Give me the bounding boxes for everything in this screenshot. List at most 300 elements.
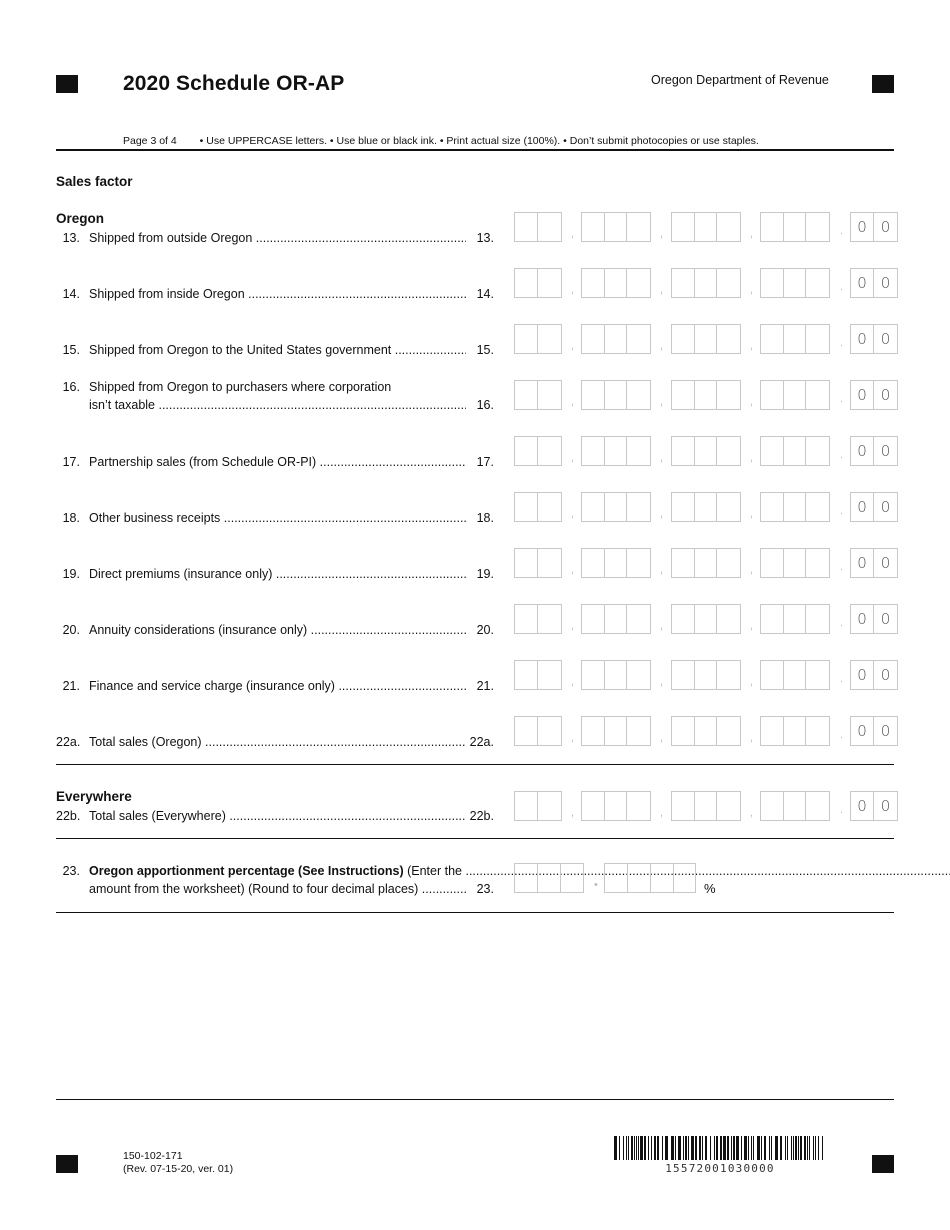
line-22a-amount-field[interactable] [514, 716, 898, 746]
digit-box[interactable] [627, 437, 650, 465]
digit-box[interactable] [695, 437, 718, 465]
form-number-block [123, 1150, 233, 1176]
digit-group[interactable] [671, 324, 741, 354]
comma-separator: , [571, 452, 575, 464]
cents-group[interactable] [850, 492, 898, 522]
digit-box[interactable] [538, 717, 561, 745]
digit-box[interactable] [806, 381, 829, 409]
cents-digit[interactable]: 0 [851, 437, 874, 465]
digit-box[interactable] [717, 437, 740, 465]
digit-group[interactable] [581, 324, 651, 354]
digit-group[interactable] [581, 791, 651, 821]
digit-box[interactable] [651, 864, 674, 892]
line-17-amount-field[interactable] [514, 436, 898, 466]
digit-box[interactable] [784, 381, 807, 409]
line-21-amount-field[interactable] [514, 660, 898, 690]
line-ref: 19. [476, 567, 494, 581]
digit-box[interactable] [761, 269, 784, 297]
line-23-bold-text: Oregon apportionment percentage (See Instructions) [89, 864, 404, 878]
decimal-separator: . [840, 449, 844, 461]
digit-group[interactable] [760, 436, 830, 466]
digit-box[interactable] [695, 325, 718, 353]
digit-box[interactable] [717, 605, 740, 633]
digit-box[interactable] [761, 717, 784, 745]
cents-digit[interactable]: 0 [851, 325, 874, 353]
digit-box[interactable] [761, 437, 784, 465]
digit-group[interactable] [514, 791, 562, 821]
digit-box[interactable] [538, 269, 561, 297]
barcode-bar [791, 1136, 792, 1160]
digit-box[interactable] [515, 213, 538, 241]
line-ref: 22b. [469, 809, 494, 823]
digit-group[interactable] [581, 604, 651, 634]
digit-box[interactable] [695, 549, 718, 577]
digit-box[interactable] [695, 213, 718, 241]
digit-box[interactable] [605, 717, 628, 745]
cents-group[interactable] [850, 380, 898, 410]
digit-box[interactable] [761, 213, 784, 241]
digit-box[interactable] [582, 437, 605, 465]
cents-digit[interactable]: 0 [851, 381, 874, 409]
digit-box[interactable] [582, 493, 605, 521]
barcode-bar [662, 1136, 663, 1160]
digit-box[interactable] [515, 325, 538, 353]
barcode-bar [744, 1136, 747, 1160]
digit-group[interactable] [514, 380, 562, 410]
digit-box[interactable] [538, 792, 561, 820]
percent-whole-digits[interactable] [514, 863, 584, 893]
digit-box[interactable] [515, 549, 538, 577]
barcode-bar [723, 1136, 726, 1160]
digit-box[interactable] [784, 792, 807, 820]
comma-separator: , [750, 508, 754, 520]
barcode-bar [822, 1136, 823, 1160]
line-ref: 13. [476, 231, 494, 245]
digit-box[interactable] [582, 213, 605, 241]
line-20-amount-field[interactable] [514, 604, 898, 634]
digit-box[interactable] [605, 605, 628, 633]
digit-box[interactable] [515, 269, 538, 297]
digit-group[interactable] [581, 548, 651, 578]
digit-group[interactable] [581, 380, 651, 410]
digit-box[interactable] [695, 493, 718, 521]
divider-after-23 [56, 912, 894, 913]
digit-box[interactable] [627, 605, 650, 633]
line-number: 22a. [56, 735, 81, 749]
cents-digit[interactable]: 0 [880, 666, 891, 684]
barcode-bar [710, 1136, 711, 1160]
comma-separator: , [750, 564, 754, 576]
digit-box[interactable] [717, 493, 740, 521]
cents-digit[interactable]: 0 [851, 717, 874, 745]
barcode-bar [813, 1136, 814, 1160]
line-23-percentage-field[interactable] [514, 863, 898, 896]
digit-box[interactable] [538, 381, 561, 409]
comma-separator: , [571, 284, 575, 296]
decimal-separator: • [594, 879, 598, 891]
digit-box[interactable] [538, 325, 561, 353]
digit-group[interactable] [760, 268, 830, 298]
digit-box[interactable] [627, 213, 650, 241]
digit-box[interactable] [627, 792, 650, 820]
digit-box[interactable] [627, 549, 650, 577]
barcode [614, 1136, 826, 1160]
barcode-bar [761, 1136, 762, 1160]
digit-box[interactable] [582, 792, 605, 820]
digit-box[interactable] [761, 549, 784, 577]
digit-box[interactable] [538, 213, 561, 241]
digit-box[interactable] [806, 269, 829, 297]
barcode-bar [688, 1136, 689, 1160]
digit-box[interactable] [674, 864, 695, 892]
digit-group[interactable] [671, 716, 741, 746]
cents-group[interactable] [850, 268, 898, 298]
digit-box[interactable] [717, 213, 740, 241]
digit-box[interactable] [605, 381, 628, 409]
digit-box[interactable] [605, 325, 628, 353]
decimal-separator: . [840, 505, 844, 517]
digit-box[interactable] [561, 864, 583, 892]
digit-box[interactable] [695, 717, 718, 745]
digit-group[interactable] [671, 548, 741, 578]
line-15-amount-field[interactable] [514, 324, 898, 354]
decimal-separator: . [840, 729, 844, 741]
digit-box[interactable] [806, 213, 829, 241]
digit-box[interactable] [515, 792, 538, 820]
barcode-bar [818, 1136, 819, 1160]
digit-box[interactable] [515, 661, 538, 689]
barcode-bar [807, 1136, 808, 1160]
digit-box[interactable] [628, 864, 651, 892]
digit-box[interactable] [582, 381, 605, 409]
line-number: 14. [62, 287, 80, 301]
digit-box[interactable] [538, 605, 561, 633]
digit-group[interactable] [671, 268, 741, 298]
line-20-label [56, 621, 494, 639]
line-number: 23. [62, 864, 80, 878]
barcode-bar [757, 1136, 760, 1160]
digit-box[interactable] [717, 269, 740, 297]
digit-box[interactable] [538, 661, 561, 689]
barcode-bar [685, 1136, 687, 1160]
digit-group[interactable] [671, 492, 741, 522]
digit-box[interactable] [605, 864, 628, 892]
digit-box[interactable] [784, 269, 807, 297]
digit-box[interactable] [515, 381, 538, 409]
digit-group[interactable] [671, 660, 741, 690]
digit-box[interactable] [605, 213, 628, 241]
barcode-bar [702, 1136, 703, 1160]
digit-box[interactable] [761, 792, 784, 820]
digit-group[interactable] [581, 492, 651, 522]
line-23-text [89, 862, 466, 880]
barcode-bar [727, 1136, 729, 1160]
line-22b-label [56, 807, 494, 825]
digit-group[interactable] [581, 212, 651, 242]
digit-group[interactable] [760, 791, 830, 821]
digit-box[interactable] [761, 381, 784, 409]
digit-box[interactable] [627, 381, 650, 409]
line-number: 16. [62, 380, 80, 394]
digit-box[interactable] [627, 717, 650, 745]
digit-box[interactable] [672, 325, 695, 353]
registration-mark-top-left [56, 75, 78, 93]
everywhere-label: Everywhere [56, 789, 132, 804]
barcode-bar [809, 1136, 810, 1160]
cents-digit[interactable]: 0 [880, 386, 891, 404]
line-19-label [56, 565, 494, 583]
digit-group[interactable] [760, 548, 830, 578]
digit-group[interactable] [514, 548, 562, 578]
digit-box[interactable] [717, 325, 740, 353]
digit-box[interactable] [695, 661, 718, 689]
cents-digit[interactable]: 0 [880, 554, 891, 572]
digit-box[interactable] [627, 493, 650, 521]
line-13-amount-field[interactable] [514, 212, 898, 242]
digit-box[interactable] [784, 661, 807, 689]
cents-digit[interactable]: 0 [880, 442, 891, 460]
line-14-amount-field[interactable] [514, 268, 898, 298]
cents-digit[interactable]: 0 [880, 797, 891, 815]
barcode-bar [648, 1136, 649, 1160]
divider-after-22b [56, 838, 894, 839]
digit-box[interactable] [582, 605, 605, 633]
digit-box[interactable] [761, 493, 784, 521]
digit-box[interactable] [672, 792, 695, 820]
digit-box[interactable] [672, 381, 695, 409]
digit-group[interactable] [514, 212, 562, 242]
digit-group[interactable] [671, 436, 741, 466]
digit-box[interactable] [806, 661, 829, 689]
line-text: Shipped from inside Oregon ..... [89, 285, 466, 303]
cents-group[interactable] [850, 212, 898, 242]
digit-box[interactable] [605, 661, 628, 689]
cents-group[interactable] [850, 604, 898, 634]
line-19-amount-field[interactable] [514, 548, 898, 578]
digit-box[interactable] [806, 792, 829, 820]
barcode-bar [614, 1136, 617, 1160]
digit-box[interactable] [672, 717, 695, 745]
barcode-bar [644, 1136, 646, 1160]
cents-digit[interactable]: 0 [880, 218, 891, 236]
digit-group[interactable] [760, 492, 830, 522]
digit-box[interactable] [672, 549, 695, 577]
digit-box[interactable] [695, 269, 718, 297]
line-22a-label [56, 733, 494, 751]
digit-box[interactable] [761, 661, 784, 689]
barcode-bar [626, 1136, 627, 1160]
digit-box[interactable] [695, 605, 718, 633]
digit-group[interactable] [760, 660, 830, 690]
decimal-separator: . [840, 673, 844, 685]
cents-group[interactable] [850, 548, 898, 578]
comma-separator: , [660, 396, 664, 408]
line-text: Total sales (Everywhere) ..... [89, 807, 466, 825]
digit-box[interactable] [784, 325, 807, 353]
comma-separator: , [750, 340, 754, 352]
digit-box[interactable] [672, 269, 695, 297]
cents-group[interactable] [850, 436, 898, 466]
cents-digit[interactable]: 0 [851, 493, 874, 521]
digit-group[interactable] [760, 324, 830, 354]
digit-box[interactable] [695, 792, 718, 820]
cents-digit[interactable]: 0 [880, 722, 891, 740]
comma-separator: , [750, 228, 754, 240]
digit-group[interactable] [671, 604, 741, 634]
digit-box[interactable] [582, 549, 605, 577]
cents-digit[interactable]: 0 [880, 330, 891, 348]
digit-box[interactable] [627, 325, 650, 353]
digit-box[interactable] [605, 493, 628, 521]
cents-digit[interactable]: 0 [880, 274, 891, 292]
cents-digit[interactable]: 0 [880, 610, 891, 628]
digit-group[interactable] [671, 212, 741, 242]
digit-box[interactable] [582, 325, 605, 353]
barcode-bar [785, 1136, 786, 1160]
digit-box[interactable] [672, 213, 695, 241]
line-18-amount-field[interactable] [514, 492, 898, 522]
digit-box[interactable] [515, 605, 538, 633]
line-text: Shipped from Oregon to the United States government ..... [89, 341, 466, 359]
digit-box[interactable] [761, 605, 784, 633]
digit-box[interactable] [582, 717, 605, 745]
digit-box[interactable] [784, 213, 807, 241]
digit-group[interactable] [581, 660, 651, 690]
digit-group[interactable] [760, 604, 830, 634]
digit-box[interactable] [784, 717, 807, 745]
digit-group[interactable] [514, 268, 562, 298]
digit-group[interactable] [760, 716, 830, 746]
decimal-separator: . [840, 337, 844, 349]
digit-box[interactable] [515, 864, 538, 892]
oregon-label: Oregon [56, 211, 105, 226]
digit-box[interactable] [515, 493, 538, 521]
line-16-amount-field[interactable] [514, 380, 898, 410]
digit-box[interactable] [538, 549, 561, 577]
digit-box[interactable] [717, 381, 740, 409]
percent-decimal-digits[interactable] [604, 863, 696, 893]
line-text: Shipped from outside Oregon ..... [89, 229, 466, 247]
digit-group[interactable] [581, 716, 651, 746]
digit-box[interactable] [627, 269, 650, 297]
line-16-label [56, 378, 494, 414]
barcode-bar [665, 1136, 668, 1160]
barcode-bar [699, 1136, 701, 1160]
digit-box[interactable] [515, 437, 538, 465]
digit-box[interactable] [672, 605, 695, 633]
digit-box[interactable] [806, 493, 829, 521]
cents-digit[interactable]: 0 [851, 549, 874, 577]
line-number: 20. [62, 623, 80, 637]
digit-group[interactable] [760, 380, 830, 410]
digit-group[interactable] [760, 212, 830, 242]
digit-box[interactable] [717, 792, 740, 820]
digit-box[interactable] [717, 549, 740, 577]
barcode-bar [675, 1136, 676, 1160]
digit-group[interactable] [514, 492, 562, 522]
barcode-bar [631, 1136, 633, 1160]
digit-box[interactable] [806, 605, 829, 633]
barcode-bar [795, 1136, 797, 1160]
barcode-bar [736, 1136, 739, 1160]
cents-group[interactable] [850, 660, 898, 690]
registration-mark-top-right [872, 75, 894, 93]
line-23-label [56, 862, 494, 898]
digit-box[interactable] [605, 549, 628, 577]
instructions-text: • Use UPPERCASE letters. • Use blue or black ink. • Print actual size (100%). • Don’t submit photocopies or use staples. [199, 135, 759, 147]
line-text: Shipped from Oregon to purchasers where corporation [89, 380, 392, 394]
digit-box[interactable] [605, 269, 628, 297]
digit-box[interactable] [784, 493, 807, 521]
digit-box[interactable] [695, 381, 718, 409]
instructions-bar [123, 135, 759, 147]
cents-digit[interactable]: 0 [851, 661, 874, 689]
digit-box[interactable] [717, 661, 740, 689]
barcode-bar [764, 1136, 766, 1160]
digit-group[interactable] [671, 380, 741, 410]
line-text: Partnership sales (from Schedule OR-PI) ..... [89, 453, 466, 471]
line-ref: 18. [476, 511, 494, 525]
digit-box[interactable] [515, 717, 538, 745]
digit-group[interactable] [514, 324, 562, 354]
cents-digit[interactable]: 0 [851, 792, 874, 820]
comma-separator: , [571, 228, 575, 240]
digit-box[interactable] [538, 437, 561, 465]
digit-box[interactable] [672, 437, 695, 465]
digit-group[interactable] [514, 436, 562, 466]
digit-box[interactable] [784, 549, 807, 577]
digit-box[interactable] [582, 661, 605, 689]
cents-group[interactable] [850, 791, 898, 821]
digit-box[interactable] [717, 717, 740, 745]
digit-group[interactable] [514, 716, 562, 746]
digit-group[interactable] [581, 268, 651, 298]
digit-box[interactable] [806, 437, 829, 465]
barcode-bar [720, 1136, 722, 1160]
digit-box[interactable] [806, 325, 829, 353]
cents-digit[interactable]: 0 [851, 213, 874, 241]
digit-box[interactable] [806, 717, 829, 745]
digit-box[interactable] [605, 792, 628, 820]
line-number: 18. [62, 511, 80, 525]
cents-digit[interactable]: 0 [851, 605, 874, 633]
barcode-bar [741, 1136, 742, 1160]
digit-box[interactable] [806, 549, 829, 577]
digit-box[interactable] [582, 269, 605, 297]
digit-box[interactable] [605, 437, 628, 465]
decimal-separator: . [840, 393, 844, 405]
digit-box[interactable] [784, 437, 807, 465]
digit-group[interactable] [671, 791, 741, 821]
digit-group[interactable] [514, 604, 562, 634]
cents-group[interactable] [850, 716, 898, 746]
cents-group[interactable] [850, 324, 898, 354]
digit-box[interactable] [672, 661, 695, 689]
digit-box[interactable] [784, 605, 807, 633]
digit-group[interactable] [514, 660, 562, 690]
line-ref: 14. [476, 287, 494, 301]
cents-digit[interactable]: 0 [851, 269, 874, 297]
line-22b-amount-field[interactable] [514, 791, 898, 821]
digit-box[interactable] [538, 864, 561, 892]
digit-box[interactable] [672, 493, 695, 521]
digit-box[interactable] [627, 661, 650, 689]
digit-group[interactable] [581, 436, 651, 466]
registration-mark-bottom-right [872, 1155, 894, 1173]
digit-box[interactable] [538, 493, 561, 521]
digit-box[interactable] [761, 325, 784, 353]
cents-digit[interactable]: 0 [880, 498, 891, 516]
